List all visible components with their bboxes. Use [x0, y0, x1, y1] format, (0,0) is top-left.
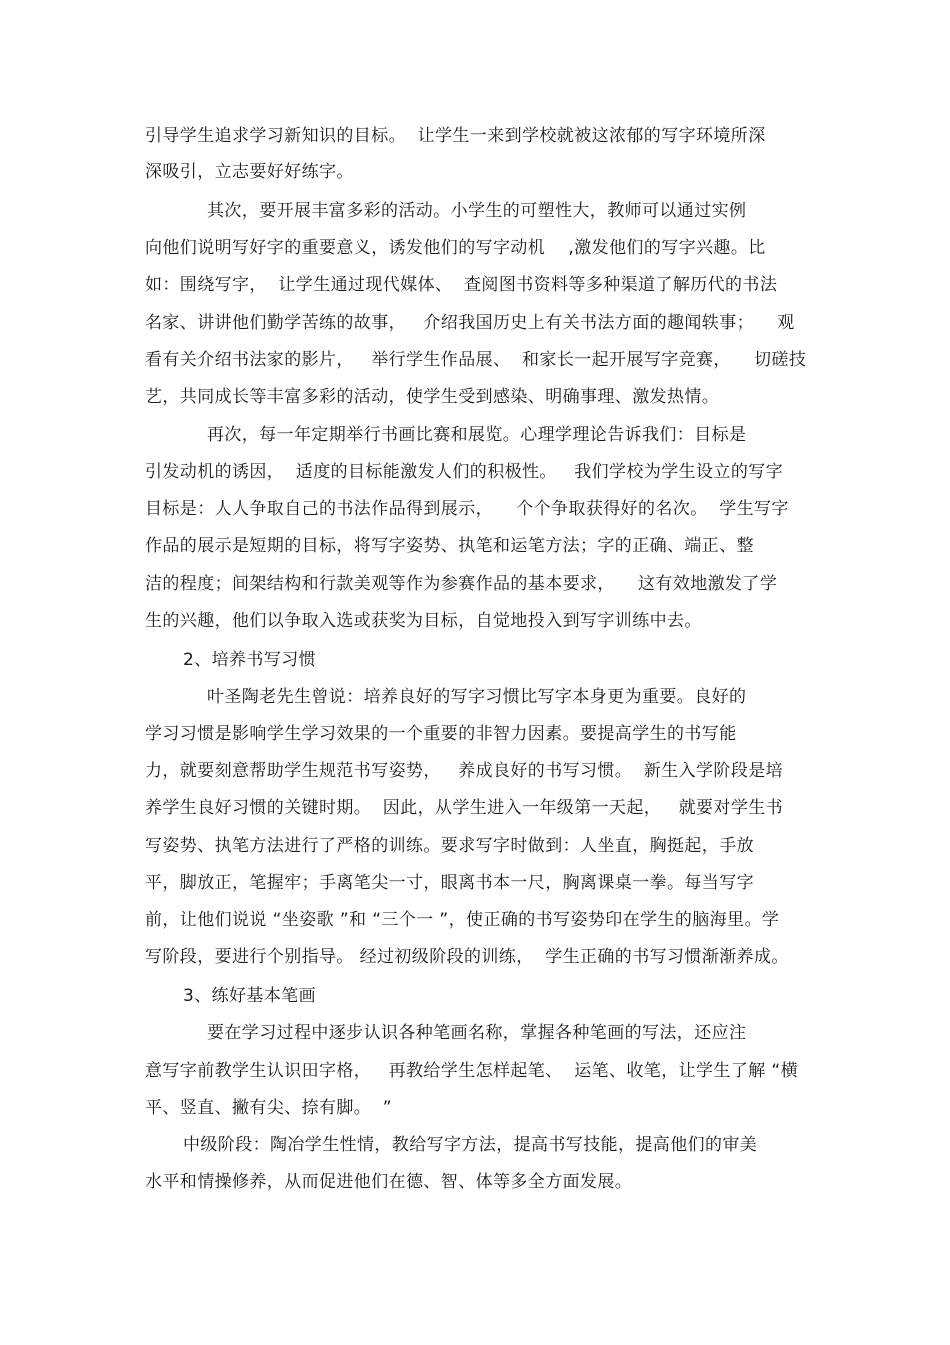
text-line: 学习习惯是影响学生学习效果的一个重要的非智力因素。要提高学生的书写能 [145, 724, 737, 744]
text-line: 写姿势、执笔方法进行了严格的训练。要求写字时做到：人坐直，胸挺起，手放 [145, 836, 754, 856]
section-heading: 2、培养书写习惯 [183, 650, 317, 670]
text-line: 平、竖直、撇有尖、捺有脚。 ” [145, 1098, 393, 1118]
text-line: 作品的展示是短期的目标，将写字姿势、执笔和运笔方法；字的正确、端正、整 [145, 536, 754, 556]
text-line: 生的兴趣，他们以争取入选或获奖为目标，自觉地投入到写字训练中去。 [145, 611, 702, 631]
text-line: 意写字前教学生认识田字格， 再教给学生怎样起笔、 运笔、收笔，让学生了解 “横 [145, 1061, 799, 1081]
text-line: 艺，共同成长等丰富多彩的活动，使学生受到感染、明确事理、激发热情。 [145, 387, 720, 407]
text-line: 向他们说明写好字的重要意义，诱发他们的写字动机 ,激发他们的写字兴趣。比 [145, 238, 766, 258]
paragraph-first-line: 要在学习过程中逐步认识各种笔画名称，掌握各种笔画的写法，还应注 [207, 1023, 747, 1043]
text-line: 目标是：人人争取自己的书法作品得到展示， 个个争取获得好的名次。 学生写字 [145, 499, 789, 519]
text-line: 平，脚放正，笔握牢；手离笔尖一寸，眼离书本一尺，胸离课桌一拳。每当写字 [145, 873, 754, 893]
paragraph-first-line: 叶圣陶老先生曾说：培养良好的写字习惯比写字本身更为重要。良好的 [207, 687, 747, 707]
text-line: 名家、讲讲他们勤学苦练的故事， 介绍我国历史上有关书法方面的趣闻轶事； 观 [145, 313, 795, 333]
paragraph-first-line: 其次，要开展丰富多彩的活动。小学生的可塑性大，教师可以通过实例 [207, 201, 747, 221]
text-line: 如：围绕写字， 让学生通过现代媒体、 查阅图书资料等多种渠道了解历代的书法 [145, 275, 778, 295]
paragraph-first-line: 中级阶段：陶冶学生性情，教给写字方法，提高书写技能，提高他们的审美 [183, 1135, 758, 1155]
paragraph-first-line: 再次，每一年定期举行书画比赛和展览。心理学理论告诉我们：目标是 [207, 425, 747, 445]
text-line: 养学生良好习惯的关键时期。 因此，从学生进入一年级第一天起， 就要对学生书 [145, 798, 784, 818]
text-line: 水平和情操修养，从而促进他们在德、智、体等多全方面发展。 [145, 1172, 633, 1192]
text-line: 洁的程度；间架结构和行款美观等作为参赛作品的基本要求， 这有效地激发了学 [145, 574, 778, 594]
text-line: 写阶段，要进行个别指导。 经过初级阶段的训练， 学生正确的书写习惯渐渐养成。 [145, 947, 789, 967]
text-line: 前，让他们说说 “坐姿歌 ”和 “三个一 ”，使正确的书写姿势印在学生的脑海里。学 [145, 910, 780, 930]
text-line: 看有关介绍书法家的影片， 举行学生作品展、 和家长一起开展写字竞赛， 切磋技 [145, 350, 807, 370]
section-heading: 3、练好基本笔画 [183, 986, 317, 1006]
text-line: 引导学生追求学习新知识的目标。 让学生一来到学校就被这浓郁的写字环境所深 [145, 126, 766, 146]
text-line: 引发动机的诱因， 适度的目标能激发人们的积极性。 我们学校为学生设立的写字 [145, 462, 784, 482]
text-line: 深吸引，立志要好好练字。 [145, 162, 354, 182]
text-line: 力，就要刻意帮助学生规范书写姿势， 养成良好的书写习惯。 新生入学阶段是培 [145, 761, 784, 781]
